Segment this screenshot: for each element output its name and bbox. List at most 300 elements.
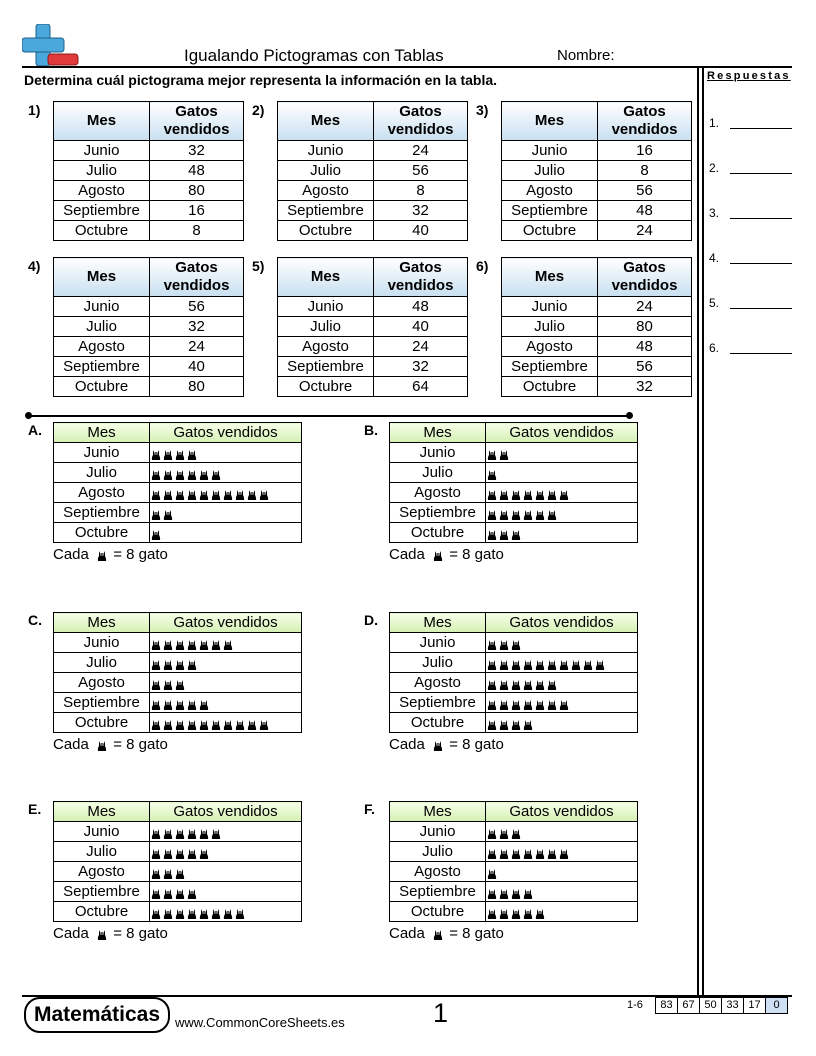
cat-icon [223,487,233,499]
table-row [278,357,468,377]
month-cell: Septiembre [390,503,486,523]
cat-icon [223,717,233,729]
table-row [278,201,468,221]
table-row [502,161,692,181]
cat-icon [511,487,521,499]
cat-icons-cell [150,842,302,862]
month-cell: Julio [278,161,374,181]
cat-icon [511,527,521,539]
cat-icons-cell [486,882,638,902]
cat-icon [187,906,197,918]
cat-icon [499,826,509,838]
pictograph-row [54,822,302,842]
cat-icon [511,677,521,689]
data-table [53,257,244,397]
month-cell: Septiembre [390,882,486,902]
cat-icon [187,487,197,499]
month-cell: Junio [54,141,150,161]
value-cell: 56 [374,161,468,181]
cat-icon [175,906,185,918]
month-cell: Junio [278,297,374,317]
header-divider [22,66,792,68]
answer-slot[interactable] [709,296,793,310]
cat-icon [175,447,185,459]
cat-icon [511,657,521,669]
cat-icon [211,826,221,838]
column-header: Mes [278,258,374,297]
cat-icons-cell [150,673,302,693]
table-row [54,337,244,357]
table-row [502,297,692,317]
month-cell: Julio [502,161,598,181]
cat-icon [535,657,545,669]
cat-icon [523,697,533,709]
problem-number: 2) [252,102,265,118]
table-row [278,317,468,337]
pictograph-table [53,612,302,733]
column-header: Mes [54,102,150,141]
cat-icon [163,906,173,918]
cat-icon [199,846,209,858]
cat-icons-cell [486,862,638,882]
cat-icon [511,507,521,519]
answer-slot[interactable] [709,251,793,265]
cat-icon [199,697,209,709]
column-header: Mes [54,258,150,297]
cat-icon [163,697,173,709]
answer-line [730,308,792,309]
cat-icon [151,697,161,709]
pictograph-key [53,546,168,563]
cat-icon [247,487,257,499]
cat-icon [211,637,221,649]
month-cell: Agosto [390,673,486,693]
pictograph-key [389,546,504,563]
cat-icon [211,906,221,918]
key-value: = 8 gato [449,736,504,753]
table-row [502,337,692,357]
name-label: Nombre: [557,47,615,64]
pictograph-row [390,693,638,713]
cat-icon [151,677,161,689]
cat-icon [151,717,161,729]
cat-icon [175,657,185,669]
cat-icon [523,677,533,689]
cat-icons-cell [150,523,302,543]
cat-icons-cell [150,633,302,653]
cat-icon [523,846,533,858]
cat-icons-cell [150,443,302,463]
key-prefix: Cada [53,925,89,942]
cat-icons-cell [486,443,638,463]
table-row [502,201,692,221]
answer-line [730,353,792,354]
answer-line [730,173,792,174]
table-row [54,201,244,221]
table-row [54,357,244,377]
month-cell: Septiembre [54,357,150,377]
month-cell: Agosto [54,483,150,503]
cat-icon [163,677,173,689]
month-cell: Junio [390,633,486,653]
cat-icon [163,487,173,499]
month-cell: Junio [54,822,150,842]
cat-icon [499,487,509,499]
cat-icon [487,906,497,918]
cat-icon [487,487,497,499]
cat-icons-cell [486,842,638,862]
cat-icon [511,717,521,729]
cat-icon [151,866,161,878]
cat-icon [163,447,173,459]
cat-icon [583,657,593,669]
table-row [502,181,692,201]
column-header: Mes [54,423,150,443]
month-cell: Septiembre [54,882,150,902]
value-cell: 56 [150,297,244,317]
cat-icon [151,447,161,459]
cat-icon [559,697,569,709]
month-cell: Junio [390,443,486,463]
table-header-row [54,102,244,141]
cat-icons-cell [486,902,638,922]
month-cell: Septiembre [54,693,150,713]
table-header-row [502,258,692,297]
cat-icon [487,447,497,459]
cat-icon [487,467,497,479]
cat-icons-cell [150,713,302,733]
value-cell: 56 [598,181,692,201]
table-row [278,221,468,241]
cat-icon [547,677,557,689]
cat-icons-cell [150,902,302,922]
cat-icon [487,866,497,878]
cat-icon [151,906,161,918]
table-row [502,317,692,337]
cat-icons-cell [150,822,302,842]
section-divider [28,415,630,417]
answer-line [730,218,792,219]
month-cell: Agosto [502,181,598,201]
cat-icon [571,657,581,669]
cat-icons-cell [150,882,302,902]
column-header: Mes [390,613,486,633]
pictograph-row [390,633,638,653]
key-value: = 8 gato [113,925,168,942]
month-cell: Junio [502,297,598,317]
website-url: www.CommonCoreSheets.es [175,1015,345,1030]
cat-icon [163,507,173,519]
cat-icon [433,739,443,751]
pictograph-row [54,523,302,543]
cat-icon [511,697,521,709]
pictograph-header-row [390,613,638,633]
key-prefix: Cada [389,925,425,942]
cat-icon [259,487,269,499]
table-row [278,181,468,201]
month-cell: Julio [54,317,150,337]
cat-icon [163,657,173,669]
cat-icons-cell [486,483,638,503]
month-cell: Julio [54,842,150,862]
cat-icon [223,906,233,918]
pictograph-row [390,483,638,503]
cat-icon [187,846,197,858]
pictograph-row [54,842,302,862]
cat-icon [523,487,533,499]
cat-icon [151,657,161,669]
table-row [278,141,468,161]
cat-icon [175,717,185,729]
value-cell: 80 [150,181,244,201]
value-cell: 48 [598,201,692,221]
answer-column-border [697,66,699,996]
answer-number: 1. [709,116,720,130]
pictograph-row [390,653,638,673]
cat-icon [487,826,497,838]
cat-icons-cell [150,862,302,882]
pictograph-table [53,801,302,922]
pictograph-row [390,842,638,862]
column-header: Gatos vendidos [374,102,468,141]
month-cell: Agosto [54,673,150,693]
cat-icon [175,487,185,499]
pictograph-row [390,523,638,543]
column-header: Gatos vendidos [150,102,244,141]
cat-icons-cell [486,503,638,523]
value-cell: 24 [598,221,692,241]
column-header: Gatos vendidos [486,423,638,443]
cat-icon [499,527,509,539]
cat-icon [163,886,173,898]
cat-icon [559,846,569,858]
table-row [54,181,244,201]
pictograph-label: A. [28,422,42,438]
pictograph-row [390,822,638,842]
answer-number: 4. [709,251,720,265]
cat-icon [187,447,197,459]
value-cell: 32 [150,317,244,337]
answer-slot[interactable] [709,161,793,175]
cat-icon [595,657,605,669]
column-header: Gatos vendidos [150,613,302,633]
cat-icon [235,906,245,918]
month-cell: Septiembre [278,201,374,221]
month-cell: Julio [390,842,486,862]
value-cell: 24 [374,141,468,161]
cat-icon [211,487,221,499]
cat-icon [247,717,257,729]
pictograph-header-row [390,802,638,822]
cat-icon [151,637,161,649]
month-cell: Octubre [278,221,374,241]
value-cell: 80 [598,317,692,337]
pictograph-row [390,882,638,902]
pictograph-label: C. [28,612,42,628]
cat-icons-cell [486,463,638,483]
cat-icons-cell [486,713,638,733]
cat-icons-cell [486,633,638,653]
pictograph-header-row [390,423,638,443]
cat-icon [511,886,521,898]
cat-icon [223,637,233,649]
month-cell: Junio [54,633,150,653]
cat-icon [511,826,521,838]
pictograph-row [54,693,302,713]
cat-icon [487,697,497,709]
answer-slot[interactable] [709,116,793,130]
cat-icon [547,487,557,499]
pictograph-table [53,422,302,543]
table-row [54,221,244,241]
cat-icons-cell [150,463,302,483]
value-cell: 32 [374,357,468,377]
score-box: 17 [743,997,766,1014]
month-cell: Agosto [54,181,150,201]
pictograph-row [54,882,302,902]
cat-icon [199,826,209,838]
cat-icon [499,846,509,858]
answer-number: 2. [709,161,720,175]
pictograph-row [390,463,638,483]
pictograph-row [390,673,638,693]
value-cell: 80 [150,377,244,397]
key-value: = 8 gato [113,546,168,563]
value-cell: 24 [374,337,468,357]
cat-icon [535,677,545,689]
key-value: = 8 gato [449,546,504,563]
cat-icon [235,717,245,729]
cat-icon [199,467,209,479]
table-header-row [502,102,692,141]
cat-icon [523,657,533,669]
value-cell: 32 [374,201,468,221]
cat-icon [259,717,269,729]
cat-icon [487,717,497,729]
month-cell: Octubre [502,221,598,241]
cat-icon [535,846,545,858]
cat-icons-cell [150,503,302,523]
pictograph-table [389,422,638,543]
cat-icon [499,697,509,709]
data-table [501,257,692,397]
cat-icon [187,697,197,709]
month-cell: Octubre [54,523,150,543]
value-cell: 48 [598,337,692,357]
score-box: 50 [699,997,722,1014]
pictograph-key [53,736,168,753]
answer-number: 6. [709,341,720,355]
score-boxes [656,997,788,1014]
table-row [278,297,468,317]
pictograph-header-row [54,802,302,822]
cat-icon [97,928,107,940]
score-box: 0 [765,997,788,1014]
pictograph-header-row [54,423,302,443]
cat-icon [175,697,185,709]
value-cell: 16 [150,201,244,221]
column-header: Gatos vendidos [374,258,468,297]
cat-icon [175,846,185,858]
value-cell: 8 [150,221,244,241]
cat-icon [175,866,185,878]
month-cell: Septiembre [502,357,598,377]
data-table [53,101,244,241]
key-value: = 8 gato [449,925,504,942]
month-cell: Septiembre [54,201,150,221]
key-prefix: Cada [389,736,425,753]
pictograph-label: F. [364,801,375,817]
cat-icons-cell [486,822,638,842]
answer-slot[interactable] [709,341,793,355]
cat-icons-cell [486,673,638,693]
cat-icon [487,846,497,858]
pictograph-label: E. [28,801,42,817]
pictograph-row [390,713,638,733]
cat-icon [211,717,221,729]
cat-icon [535,906,545,918]
cat-icon [163,866,173,878]
cat-icon [199,637,209,649]
cat-icon [175,637,185,649]
cat-icon [523,906,533,918]
month-cell: Octubre [390,902,486,922]
answer-slot[interactable] [709,206,793,220]
table-row [54,297,244,317]
month-cell: Agosto [390,483,486,503]
column-header: Mes [278,102,374,141]
cat-icon [499,657,509,669]
month-cell: Julio [54,653,150,673]
cat-icon [163,846,173,858]
pictograph-key [389,736,504,753]
table-row [278,377,468,397]
cat-icon [97,739,107,751]
cat-icon [535,507,545,519]
cat-icons-cell [486,523,638,543]
pictograph-row [54,483,302,503]
month-cell: Julio [278,317,374,337]
cat-icon [199,906,209,918]
pictograph-row [54,633,302,653]
value-cell: 16 [598,141,692,161]
column-header: Gatos vendidos [598,102,692,141]
cat-icons-cell [486,693,638,713]
column-header: Gatos vendidos [150,802,302,822]
pictograph-table [389,612,638,733]
score-box: 83 [655,997,678,1014]
cat-icon [499,886,509,898]
table-row [278,161,468,181]
cat-icon [511,846,521,858]
column-header: Gatos vendidos [150,423,302,443]
pictograph-row [54,653,302,673]
cat-icon [235,487,245,499]
column-header: Gatos vendidos [598,258,692,297]
month-cell: Junio [278,141,374,161]
month-cell: Junio [390,822,486,842]
problem-number: 1) [28,102,41,118]
cat-icon [559,487,569,499]
cat-icon [487,527,497,539]
cat-icon [151,527,161,539]
cat-icons-cell [486,653,638,673]
table-row [54,377,244,397]
value-cell: 8 [374,181,468,201]
value-cell: 32 [598,377,692,397]
value-cell: 24 [598,297,692,317]
month-cell: Julio [390,653,486,673]
